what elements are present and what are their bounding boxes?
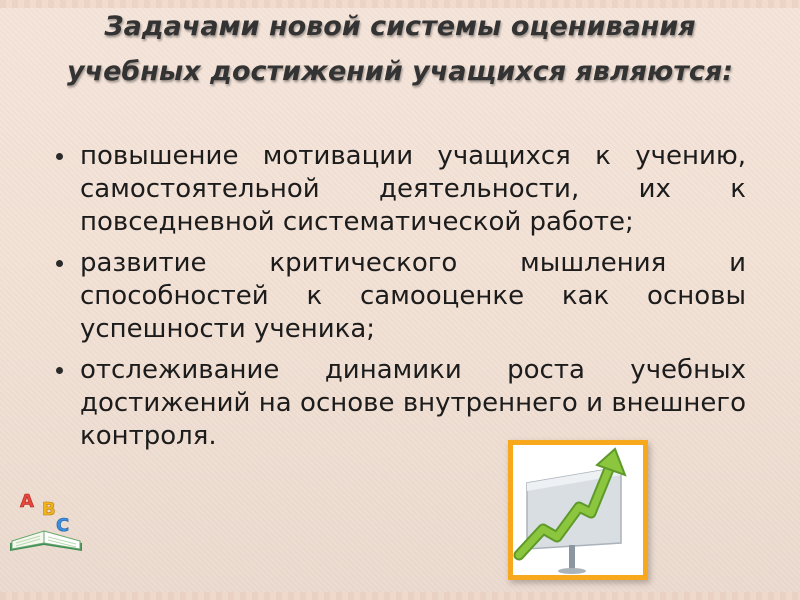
slide-title: Задачами новой системы оценивания учебных достижений учащихся являются: bbox=[66, 11, 734, 87]
growth-chart-icon bbox=[508, 440, 648, 580]
letter-a: A bbox=[20, 491, 34, 512]
bullet-text: отслеживание динамики роста учебных достижений на основе внутреннего и внешнего контроля. bbox=[80, 355, 746, 451]
bullet-text: повышение мотивации учащихся к учению, самостоятельной деятельности, их к повседневной систематической работе; bbox=[80, 141, 746, 237]
bullet-item bbox=[56, 247, 746, 346]
letter-c: C bbox=[56, 515, 70, 536]
bullet-item bbox=[56, 140, 746, 239]
bullet-list bbox=[56, 140, 746, 461]
bullet-dot-icon bbox=[56, 153, 63, 160]
bullet-dot-icon bbox=[56, 367, 63, 374]
bullet-dot-icon bbox=[56, 260, 63, 267]
abc-book-icon bbox=[6, 485, 86, 565]
bullet-item bbox=[56, 354, 746, 453]
bullet-text: развитие критического мышления и способностей к самооценке как основы успешности ученика; bbox=[80, 248, 746, 344]
letter-b: B bbox=[42, 499, 56, 520]
slide-bottom-edge bbox=[0, 592, 800, 600]
